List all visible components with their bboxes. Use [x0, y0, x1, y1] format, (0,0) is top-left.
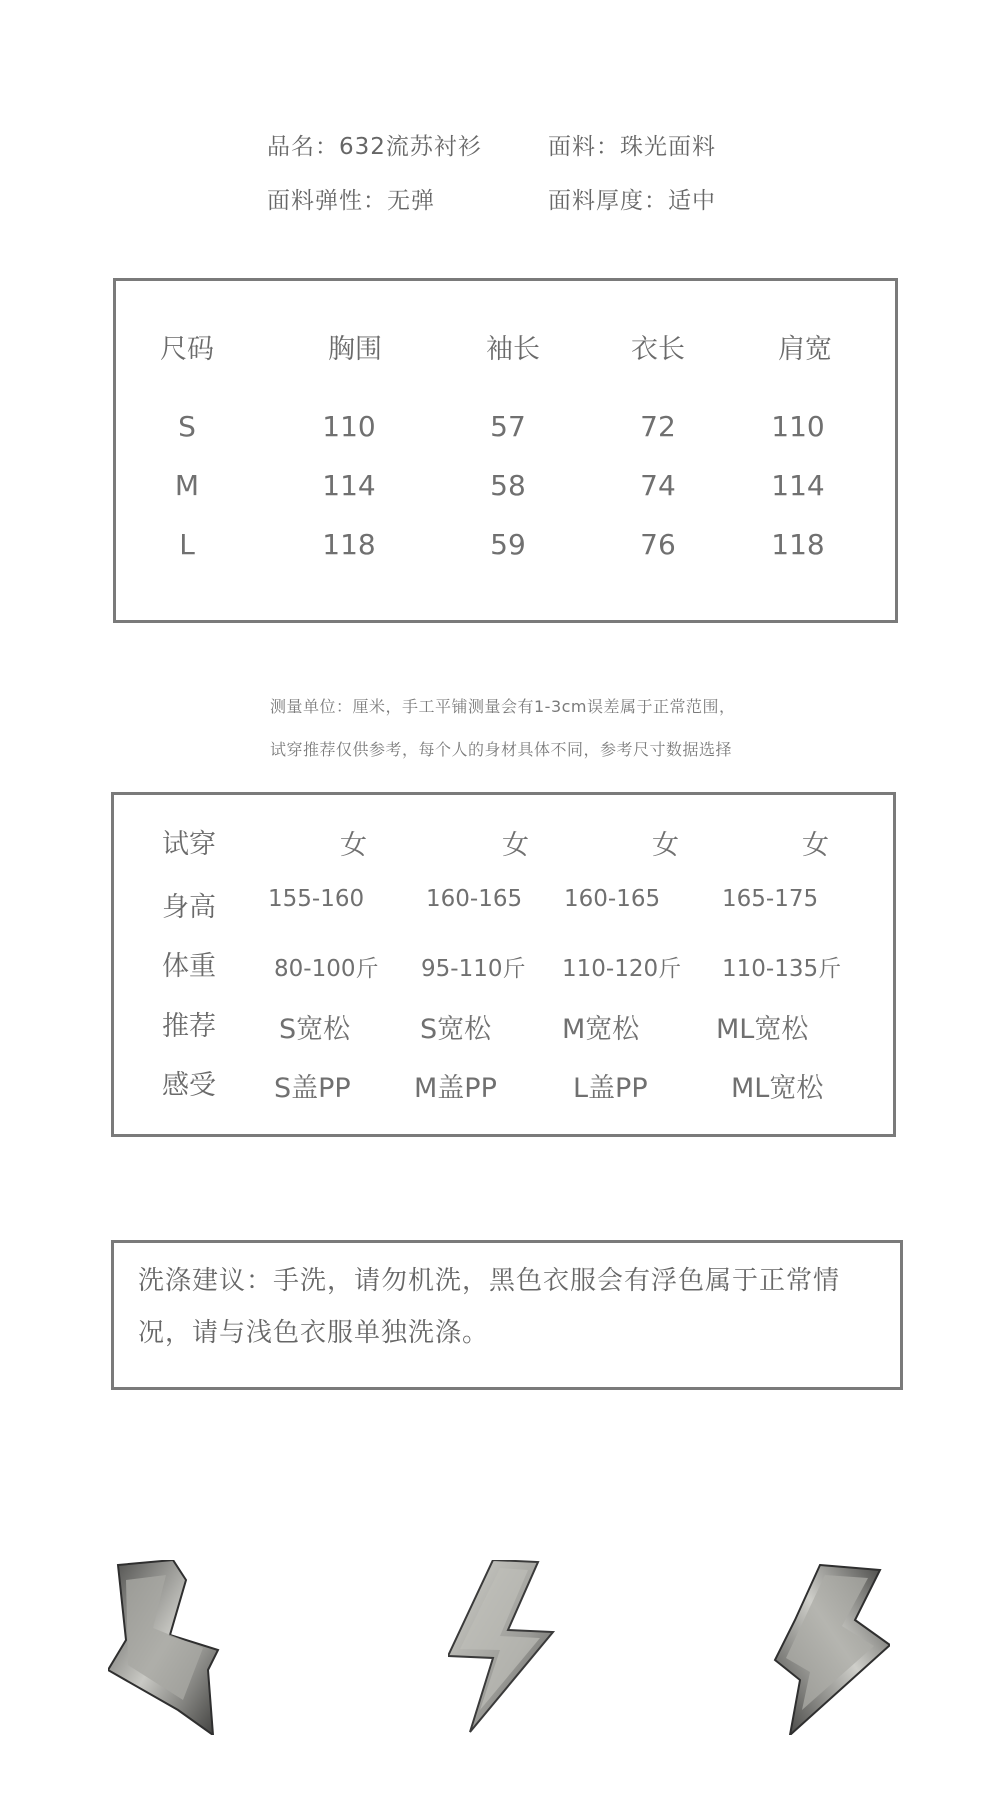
chest-header: 胸围 — [328, 334, 382, 365]
size-cell: M — [174, 469, 200, 502]
chest-cell: 114 — [322, 469, 376, 502]
size-cell: S — [178, 410, 196, 443]
washing-text-line2: 况，请与浅色衣服单独洗涤。 — [138, 1318, 490, 1348]
sleeve-header: 袖长 — [486, 334, 540, 365]
fit-feeling-cell: M盖PP — [414, 1073, 497, 1104]
fit-weight-cell: 80-100斤 — [274, 956, 379, 982]
fit-recommend-cell: S宽松 — [279, 1014, 351, 1045]
washing-text-line1: 洗涤建议：手洗，请勿机洗，黑色衣服会有浮色属于正常情 — [138, 1266, 841, 1296]
fabric: 面料：珠光面料 — [548, 134, 716, 160]
fit-note: 试穿推荐仅供参考，每个人的身材具体不同，参考尺寸数据选择 — [270, 740, 733, 759]
measurement-note: 测量单位：厘米，手工平铺测量会有1-3cm误差属于正常范围， — [270, 697, 736, 716]
fit-recommend-cell: M宽松 — [562, 1014, 640, 1045]
lightning-bolt-icon — [448, 1560, 568, 1735]
fit-gender-cell: 女 — [802, 830, 829, 861]
fit-gender-cell: 女 — [502, 830, 529, 861]
fit-label-recommend: 推荐 — [162, 1011, 216, 1042]
chest-cell: 118 — [322, 528, 376, 561]
fit-feeling-cell: S盖PP — [274, 1073, 351, 1104]
chest-cell: 110 — [322, 410, 376, 443]
fit-feeling-cell: L盖PP — [573, 1073, 648, 1104]
product-name: 品名：632流苏衬衫 — [267, 134, 482, 160]
sleeve-cell: 58 — [490, 469, 526, 502]
shoulder-cell: 118 — [771, 528, 825, 561]
fit-label-feeling: 感受 — [162, 1070, 216, 1101]
fit-feeling-cell: ML宽松 — [731, 1073, 824, 1104]
shoulder-cell: 110 — [771, 410, 825, 443]
lightning-bolt-icon — [770, 1560, 890, 1735]
fit-label-try: 试穿 — [162, 829, 216, 860]
lightning-bolt-icon — [108, 1560, 228, 1735]
length-header: 衣长 — [631, 334, 685, 365]
shoulder-header: 肩宽 — [778, 334, 832, 365]
length-cell: 76 — [640, 528, 676, 561]
fit-weight-cell: 110-135斤 — [722, 956, 842, 982]
fit-recommend-cell: S宽松 — [420, 1014, 492, 1045]
length-cell: 74 — [640, 469, 676, 502]
size-cell: L — [179, 528, 195, 561]
size-header: 尺码 — [160, 334, 214, 365]
fabric-thickness: 面料厚度：适中 — [548, 188, 716, 214]
fit-recommend-cell: ML宽松 — [716, 1014, 809, 1045]
length-cell: 72 — [640, 410, 676, 443]
fit-weight-cell: 110-120斤 — [562, 956, 682, 982]
fit-label-height: 身高 — [162, 892, 216, 923]
sleeve-cell: 59 — [490, 528, 526, 561]
fabric-elasticity: 面料弹性：无弹 — [267, 188, 435, 214]
shoulder-cell: 114 — [771, 469, 825, 502]
fit-gender-cell: 女 — [652, 830, 679, 861]
fit-label-weight: 体重 — [162, 951, 216, 982]
sleeve-cell: 57 — [490, 410, 526, 443]
fit-height-cell: 155-160 — [268, 886, 365, 912]
fit-weight-cell: 95-110斤 — [421, 956, 526, 982]
fit-gender-cell: 女 — [340, 830, 367, 861]
fit-height-cell: 160-165 — [426, 886, 523, 912]
fit-height-cell: 160-165 — [564, 886, 661, 912]
fit-height-cell: 165-175 — [722, 886, 819, 912]
